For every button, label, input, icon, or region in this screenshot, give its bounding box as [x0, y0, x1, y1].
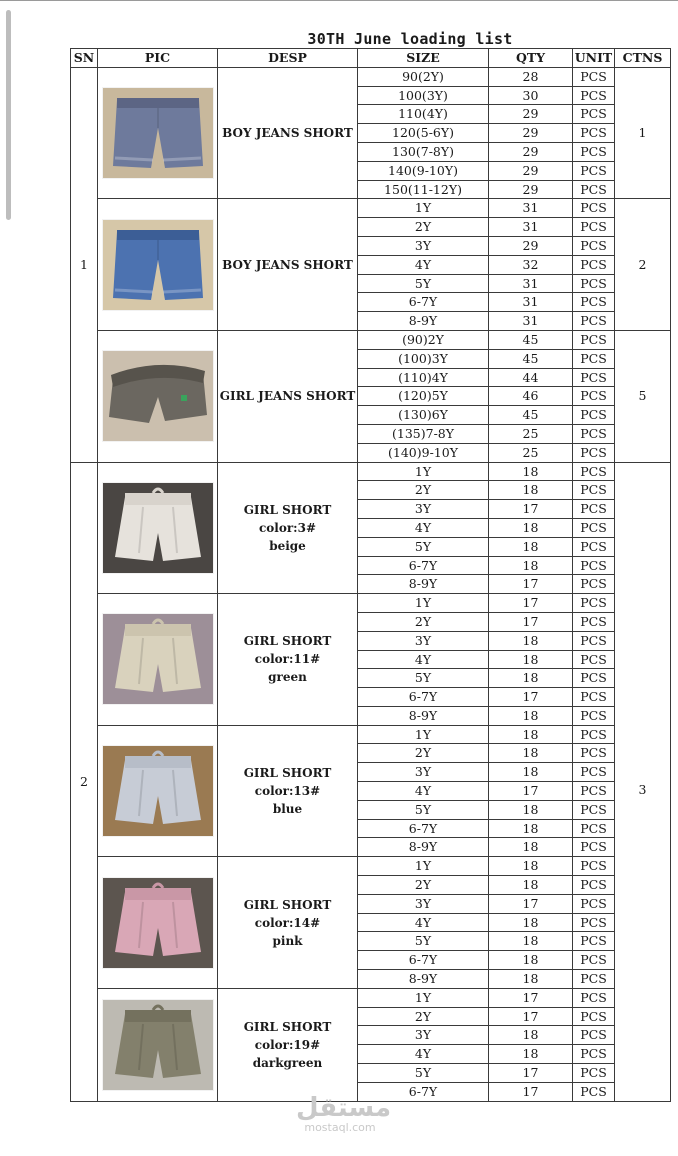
size-cell: 6-7Y [358, 819, 489, 838]
product-photo [98, 199, 218, 331]
size-cell: 3Y [358, 236, 489, 255]
qty-cell: 18 [489, 725, 573, 744]
qty-cell: 32 [489, 255, 573, 274]
size-cell: 3Y [358, 763, 489, 782]
qty-cell: 45 [489, 330, 573, 349]
table-row [71, 199, 671, 218]
qty-cell: 17 [489, 894, 573, 913]
unit-cell: PCS [573, 180, 615, 199]
size-cell: 90(2Y) [358, 67, 489, 86]
qty-cell: 17 [489, 612, 573, 631]
table-row [71, 725, 671, 744]
size-cell: (90)2Y [358, 330, 489, 349]
unit-cell: PCS [573, 612, 615, 631]
unit-cell: PCS [573, 763, 615, 782]
unit-cell: PCS [573, 406, 615, 425]
qty-cell: 18 [489, 876, 573, 895]
table-row [71, 857, 671, 876]
header-ctns: CTNS [615, 49, 671, 68]
description-cell [218, 462, 358, 594]
unit-cell: PCS [573, 500, 615, 519]
description-line: GIRL SHORT [243, 502, 332, 517]
page-title: 30TH June loading list [307, 30, 513, 48]
qty-cell: 18 [489, 650, 573, 669]
description-line: GIRL SHORT [243, 634, 332, 649]
qty-cell: 28 [489, 67, 573, 86]
qty-cell: 18 [489, 518, 573, 537]
header-unit: UNIT [573, 49, 615, 68]
size-cell: 4Y [358, 782, 489, 801]
unit-cell: PCS [573, 443, 615, 462]
product-photo-svg [103, 483, 213, 573]
description-line: color:14# [254, 915, 321, 930]
qty-cell: 44 [489, 368, 573, 387]
qty-cell: 17 [489, 1007, 573, 1026]
description-line: BOY JEANS SHORT [222, 126, 353, 141]
ctns-cell [615, 462, 671, 1101]
unit-cell: PCS [573, 199, 615, 218]
ctns-cell: 1 [615, 67, 671, 199]
product-photo-frame [103, 88, 213, 178]
qty-cell: 18 [489, 763, 573, 782]
size-cell: 4Y [358, 650, 489, 669]
description-cell [218, 67, 358, 199]
unit-cell: PCS [573, 669, 615, 688]
product-photo [98, 330, 218, 462]
unit-cell: PCS [573, 368, 615, 387]
size-cell: 5Y [358, 800, 489, 819]
unit-cell: PCS [573, 1082, 615, 1101]
product-photo-frame [103, 351, 213, 441]
size-cell: 3Y [358, 631, 489, 650]
description-line: beige [269, 538, 306, 553]
unit-cell: PCS [573, 1064, 615, 1083]
size-cell: 2Y [358, 1007, 489, 1026]
qty-cell: 30 [489, 86, 573, 105]
size-cell: 130(7-8Y) [358, 142, 489, 161]
qty-cell: 17 [489, 988, 573, 1007]
unit-cell: PCS [573, 1045, 615, 1064]
loading-list-table [70, 48, 671, 1102]
qty-cell: 18 [489, 537, 573, 556]
qty-cell: 25 [489, 424, 573, 443]
qty-cell: 29 [489, 105, 573, 124]
product-photo-frame [103, 746, 213, 836]
qty-cell: 18 [489, 970, 573, 989]
unit-cell: PCS [573, 518, 615, 537]
size-cell: 1Y [358, 725, 489, 744]
unit-cell: PCS [573, 951, 615, 970]
loading-list-sheet [70, 48, 671, 1102]
description-line: BOY JEANS SHORT [222, 257, 353, 272]
unit-cell: PCS [573, 312, 615, 331]
ctns-cell: 2 [615, 199, 671, 331]
qty-cell: 18 [489, 669, 573, 688]
qty-cell: 31 [489, 218, 573, 237]
qty-cell: 17 [489, 575, 573, 594]
size-cell: 120(5-6Y) [358, 124, 489, 143]
qty-cell: 29 [489, 124, 573, 143]
sn-cell: 1 [71, 67, 98, 462]
unit-cell: PCS [573, 218, 615, 237]
watermark-latin: mostaql.com [304, 1121, 376, 1134]
unit-cell: PCS [573, 876, 615, 895]
unit-cell: PCS [573, 744, 615, 763]
qty-cell: 29 [489, 142, 573, 161]
qty-cell: 18 [489, 631, 573, 650]
unit-cell: PCS [573, 688, 615, 707]
qty-cell: 45 [489, 406, 573, 425]
table-row [71, 988, 671, 1007]
unit-cell: PCS [573, 1026, 615, 1045]
table-row [71, 67, 671, 86]
size-cell: 5Y [358, 932, 489, 951]
watermark-logo [296, 1093, 392, 1134]
unit-cell: PCS [573, 124, 615, 143]
unit-cell: PCS [573, 142, 615, 161]
unit-cell: PCS [573, 970, 615, 989]
size-cell: 3Y [358, 894, 489, 913]
unit-cell: PCS [573, 349, 615, 368]
description-line: green [268, 670, 307, 685]
size-cell: 1Y [358, 988, 489, 1007]
size-cell: 1Y [358, 462, 489, 481]
unit-cell: PCS [573, 424, 615, 443]
size-cell: 8-9Y [358, 575, 489, 594]
header-size: SIZE [358, 49, 489, 68]
size-cell: 3Y [358, 1026, 489, 1045]
qty-cell: 18 [489, 800, 573, 819]
qty-cell: 17 [489, 500, 573, 519]
size-cell: 140(9-10Y) [358, 161, 489, 180]
unit-cell: PCS [573, 293, 615, 312]
unit-cell: PCS [573, 650, 615, 669]
size-cell: 6-7Y [358, 556, 489, 575]
size-cell: 1Y [358, 199, 489, 218]
scrollbar-thumb[interactable] [6, 10, 11, 220]
table-header-row [71, 49, 671, 68]
product-photo-svg [103, 614, 213, 704]
header-desp: DESP [218, 49, 358, 68]
unit-cell: PCS [573, 913, 615, 932]
size-cell: 4Y [358, 255, 489, 274]
size-cell: 2Y [358, 612, 489, 631]
size-cell: 5Y [358, 274, 489, 293]
size-cell: 4Y [358, 913, 489, 932]
product-photo-svg [103, 746, 213, 836]
unit-cell: PCS [573, 594, 615, 613]
qty-cell: 45 [489, 349, 573, 368]
qty-cell: 31 [489, 199, 573, 218]
qty-cell: 25 [489, 443, 573, 462]
size-cell: 1Y [358, 857, 489, 876]
window-top-border [0, 0, 678, 1]
qty-cell: 29 [489, 161, 573, 180]
product-photo-svg [103, 220, 213, 310]
unit-cell: PCS [573, 838, 615, 857]
product-photo-frame [103, 220, 213, 310]
qty-cell: 18 [489, 1045, 573, 1064]
qty-cell: 18 [489, 857, 573, 876]
unit-cell: PCS [573, 274, 615, 293]
description-line: GIRL SHORT [243, 1019, 332, 1034]
header-qty: QTY [489, 49, 573, 68]
description-line: color:13# [254, 783, 321, 798]
description-line: color:19# [254, 1037, 321, 1052]
size-cell: 110(4Y) [358, 105, 489, 124]
size-cell: 6-7Y [358, 1082, 489, 1101]
size-cell: 2Y [358, 481, 489, 500]
qty-cell: 18 [489, 838, 573, 857]
product-photo-frame [103, 483, 213, 573]
qty-cell: 17 [489, 688, 573, 707]
description-cell [218, 988, 358, 1101]
description-line: blue [272, 801, 303, 816]
size-cell: (110)4Y [358, 368, 489, 387]
product-photo [98, 594, 218, 726]
size-cell: 5Y [358, 537, 489, 556]
unit-cell: PCS [573, 105, 615, 124]
size-cell: 5Y [358, 1064, 489, 1083]
unit-cell: PCS [573, 556, 615, 575]
qty-cell: 31 [489, 312, 573, 331]
unit-cell: PCS [573, 481, 615, 500]
qty-cell: 18 [489, 481, 573, 500]
product-photo-frame [103, 614, 213, 704]
product-photo-svg [103, 351, 213, 441]
watermark-arabic: مستقل [296, 1093, 392, 1123]
table-body [71, 67, 671, 1101]
unit-cell: PCS [573, 782, 615, 801]
size-cell: 6-7Y [358, 688, 489, 707]
unit-cell: PCS [573, 462, 615, 481]
unit-cell: PCS [573, 86, 615, 105]
qty-cell: 18 [489, 744, 573, 763]
product-photo-svg [103, 88, 213, 178]
product-photo [98, 462, 218, 594]
product-photo [98, 67, 218, 199]
unit-cell: PCS [573, 537, 615, 556]
size-cell: 1Y [358, 594, 489, 613]
size-cell: 100(3Y) [358, 86, 489, 105]
qty-cell: 18 [489, 913, 573, 932]
size-cell: 150(11-12Y) [358, 180, 489, 199]
unit-cell: PCS [573, 1007, 615, 1026]
size-cell: 8-9Y [358, 970, 489, 989]
size-cell: 2Y [358, 744, 489, 763]
qty-cell: 18 [489, 951, 573, 970]
unit-cell: PCS [573, 819, 615, 838]
qty-cell: 17 [489, 1064, 573, 1083]
qty-cell: 18 [489, 932, 573, 951]
unit-cell: PCS [573, 932, 615, 951]
table-row [71, 330, 671, 349]
size-cell: (140)9-10Y [358, 443, 489, 462]
qty-cell: 17 [489, 1082, 573, 1101]
unit-cell: PCS [573, 575, 615, 594]
size-cell: 4Y [358, 518, 489, 537]
qty-cell: 18 [489, 556, 573, 575]
size-cell: (135)7-8Y [358, 424, 489, 443]
unit-cell: PCS [573, 255, 615, 274]
description-line: GIRL SHORT [243, 897, 332, 912]
product-photo-frame [103, 1000, 213, 1090]
qty-cell: 17 [489, 782, 573, 801]
size-cell: 8-9Y [358, 312, 489, 331]
unit-cell: PCS [573, 706, 615, 725]
description-cell [218, 330, 358, 462]
unit-cell: PCS [573, 161, 615, 180]
unit-cell: PCS [573, 857, 615, 876]
header-sn: SN [71, 49, 98, 68]
unit-cell: PCS [573, 894, 615, 913]
description-cell [218, 857, 358, 989]
qty-cell: 17 [489, 594, 573, 613]
qty-cell: 46 [489, 387, 573, 406]
description-cell [218, 594, 358, 726]
header-pic: PIC [98, 49, 218, 68]
product-photo-svg [103, 878, 213, 968]
size-cell: 6-7Y [358, 293, 489, 312]
table-row [71, 594, 671, 613]
size-cell: 2Y [358, 876, 489, 895]
description-line: color:11# [254, 652, 321, 667]
unit-cell: PCS [573, 67, 615, 86]
unit-cell: PCS [573, 725, 615, 744]
description-cell [218, 199, 358, 331]
description-cell [218, 725, 358, 857]
size-cell: 8-9Y [358, 706, 489, 725]
ctns-cell: 5 [615, 330, 671, 462]
unit-cell: PCS [573, 236, 615, 255]
qty-cell: 18 [489, 462, 573, 481]
product-photo-frame [103, 878, 213, 968]
size-cell: 8-9Y [358, 838, 489, 857]
product-photo [98, 725, 218, 857]
qty-cell: 31 [489, 293, 573, 312]
sn-cell: 2 [71, 462, 98, 1101]
ctns-value: 3 [638, 781, 647, 797]
description-line: color:3# [258, 520, 317, 535]
size-cell: 2Y [358, 218, 489, 237]
size-cell: 6-7Y [358, 951, 489, 970]
qty-cell: 18 [489, 1026, 573, 1045]
description-line: GIRL SHORT [243, 765, 332, 780]
product-photo [98, 988, 218, 1101]
description-line: GIRL JEANS SHORT [219, 389, 356, 404]
qty-cell: 18 [489, 819, 573, 838]
qty-cell: 18 [489, 706, 573, 725]
unit-cell: PCS [573, 631, 615, 650]
unit-cell: PCS [573, 800, 615, 819]
qty-cell: 31 [489, 274, 573, 293]
size-cell: 4Y [358, 1045, 489, 1064]
product-photo-svg [103, 1000, 213, 1090]
size-cell: 5Y [358, 669, 489, 688]
size-cell: (130)6Y [358, 406, 489, 425]
unit-cell: PCS [573, 330, 615, 349]
unit-cell: PCS [573, 988, 615, 1007]
table-row [71, 462, 671, 481]
description-line: pink [272, 933, 303, 948]
size-cell: (100)3Y [358, 349, 489, 368]
size-cell: 3Y [358, 500, 489, 519]
unit-cell: PCS [573, 387, 615, 406]
qty-cell: 29 [489, 180, 573, 199]
size-cell: (120)5Y [358, 387, 489, 406]
description-line: darkgreen [252, 1055, 323, 1070]
qty-cell: 29 [489, 236, 573, 255]
product-photo [98, 857, 218, 989]
